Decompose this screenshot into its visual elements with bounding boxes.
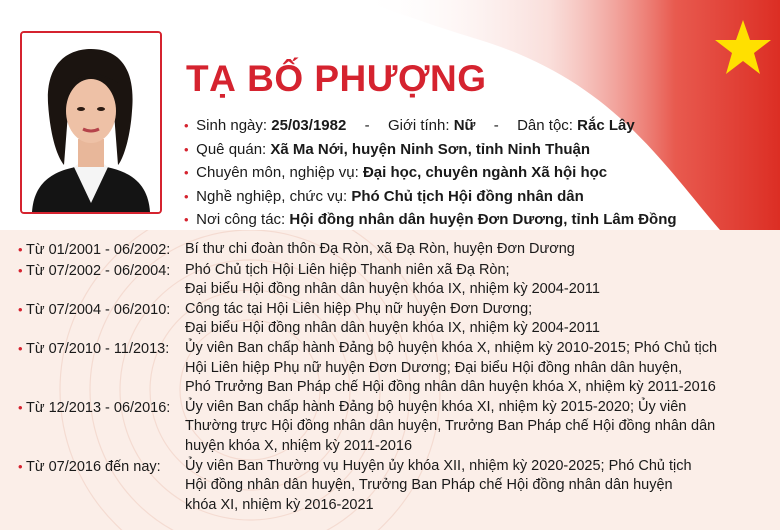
bullet-icon: • — [18, 301, 23, 317]
hometown-row — [184, 138, 764, 162]
bullet-icon: • — [184, 118, 189, 133]
career-period — [18, 261, 185, 300]
birth-row — [184, 114, 764, 138]
career-description-line: Đại biểu Hội đồng nhân dân huyện khóa IX, nhiệm kỳ 2004-2011 — [185, 281, 600, 298]
expertise-value: Đại học, chuyên ngành Xã hội học — [362, 164, 608, 181]
bullet-icon: • — [184, 188, 189, 204]
career-period — [18, 240, 185, 261]
career-entry — [18, 457, 778, 516]
birth-label: Sinh ngày: — [196, 117, 268, 134]
career-entry — [18, 261, 778, 300]
career-period — [18, 300, 185, 339]
dash: - — [364, 117, 370, 134]
star-icon — [713, 18, 773, 78]
gender-label: Giới tính: — [388, 117, 450, 134]
career-period-text: Từ 01/2001 - 06/2002: — [26, 242, 171, 258]
career-description-line: Hội Liên hiệp Phụ nữ huyện Đơn Dương; Đại biểu Hội đồng nhân dân huyện, — [185, 359, 683, 376]
position-value: Phó Chủ tịch Hội đồng nhân dân — [351, 187, 584, 205]
bullet-icon: • — [18, 458, 23, 474]
hometown-label: Quê quán: — [196, 140, 267, 158]
career-description — [185, 339, 775, 398]
career-description-line: Ủy viên Ban chấp hành Đảng bộ huyện khóa XI, nhiệm kỳ 2015-2020; Ủy viên — [185, 398, 687, 415]
career-timeline — [18, 240, 778, 515]
dash: - — [493, 117, 499, 134]
bullet-icon: • — [18, 242, 23, 257]
career-description-line: Ủy viên Ban Thường vụ Huyện ủy khóa XII, nhiệm kỳ 2020-2025; Phó Chủ tịch — [185, 457, 692, 474]
position-label: Nghề nghiệp, chức vụ: — [196, 187, 348, 205]
career-entry — [18, 240, 778, 261]
workplace-row — [184, 208, 764, 232]
career-period — [18, 339, 185, 398]
portrait-photo — [20, 31, 162, 214]
workplace-value: Hội đồng nhân dân huyện Đơn Dương, tỉnh Lâm Đồng — [289, 211, 677, 228]
career-description-line: huyện khóa X, nhiệm kỳ 2011-2016 — [185, 437, 413, 454]
career-period — [18, 457, 185, 516]
career-period-text: Từ 07/2016 đến nay: — [26, 458, 161, 475]
expertise-row — [184, 161, 764, 185]
career-entry — [18, 339, 778, 398]
career-description — [185, 240, 775, 261]
birth-value: 25/03/1982 — [271, 117, 347, 134]
person-name: TẠ BỐ PHƯỢNG — [186, 58, 487, 99]
portrait-illustration — [22, 33, 160, 212]
career-entry — [18, 300, 778, 339]
career-description-line: Ủy viên Ban chấp hành Đảng bộ huyện khóa X, nhiệm kỳ 2010-2015; Phó Chủ tịch — [185, 339, 718, 356]
career-description-line: Công tác tại Hội Liên hiệp Phụ nữ huyện Đơn Dương; — [185, 300, 533, 317]
bullet-icon: • — [18, 262, 23, 278]
career-description — [185, 300, 775, 339]
career-description-line: Đại biểu Hội đồng nhân dân huyện khóa IX, nhiệm kỳ 2004-2011 — [185, 320, 600, 337]
career-period — [18, 398, 185, 457]
career-description — [185, 398, 775, 457]
ethnicity-label: Dân tộc: — [517, 117, 573, 134]
personal-info — [184, 114, 764, 232]
gender-value: Nữ — [453, 117, 476, 134]
bullet-icon: • — [18, 399, 23, 415]
bullet-icon: • — [184, 212, 189, 227]
expertise-label: Chuyên môn, nghiệp vụ: — [196, 164, 359, 181]
career-description-line: Bí thư chi đoàn thôn Đạ Ròn, xã Đạ Ròn, huyện Đơn Dương — [185, 241, 575, 257]
career-description-line: Hội đồng nhân dân huyện, Trưởng Ban Pháp chế Hội đồng nhân dân huyện — [185, 477, 673, 494]
career-period-text: Từ 07/2010 - 11/2013: — [26, 340, 170, 357]
workplace-label: Nơi công tác: — [196, 211, 286, 228]
career-description-line: Phó Trưởng Ban Pháp chế Hội đồng nhân dân huyện khóa X, nhiệm kỳ 2011-2016 — [185, 379, 716, 396]
bullet-icon: • — [184, 141, 189, 157]
career-period-text: Từ 07/2002 - 06/2004: — [26, 262, 171, 279]
bullet-icon: • — [18, 340, 23, 356]
career-description-line: Phó Chủ tịch Hội Liên hiệp Thanh niên xã Đạ Ròn; — [185, 261, 510, 278]
career-period-text: Từ 07/2004 - 06/2010: — [26, 301, 171, 318]
hometown-value: Xã Ma Nới, huyện Ninh Sơn, tỉnh Ninh Thuận — [270, 140, 591, 158]
ethnicity-value: Rắc Lây — [577, 117, 635, 134]
career-description-line: khóa XI, nhiệm kỳ 2016-2021 — [185, 496, 374, 513]
bullet-icon: • — [184, 165, 189, 180]
career-description — [185, 261, 775, 300]
career-description-line: Thường trực Hội đồng nhân dân huyện, Trưởng Ban Pháp chế Hội đồng nhân dân — [185, 418, 716, 435]
career-description — [185, 457, 775, 516]
career-entry — [18, 398, 778, 457]
position-row — [184, 185, 764, 209]
career-period-text: Từ 12/2013 - 06/2016: — [26, 399, 171, 416]
